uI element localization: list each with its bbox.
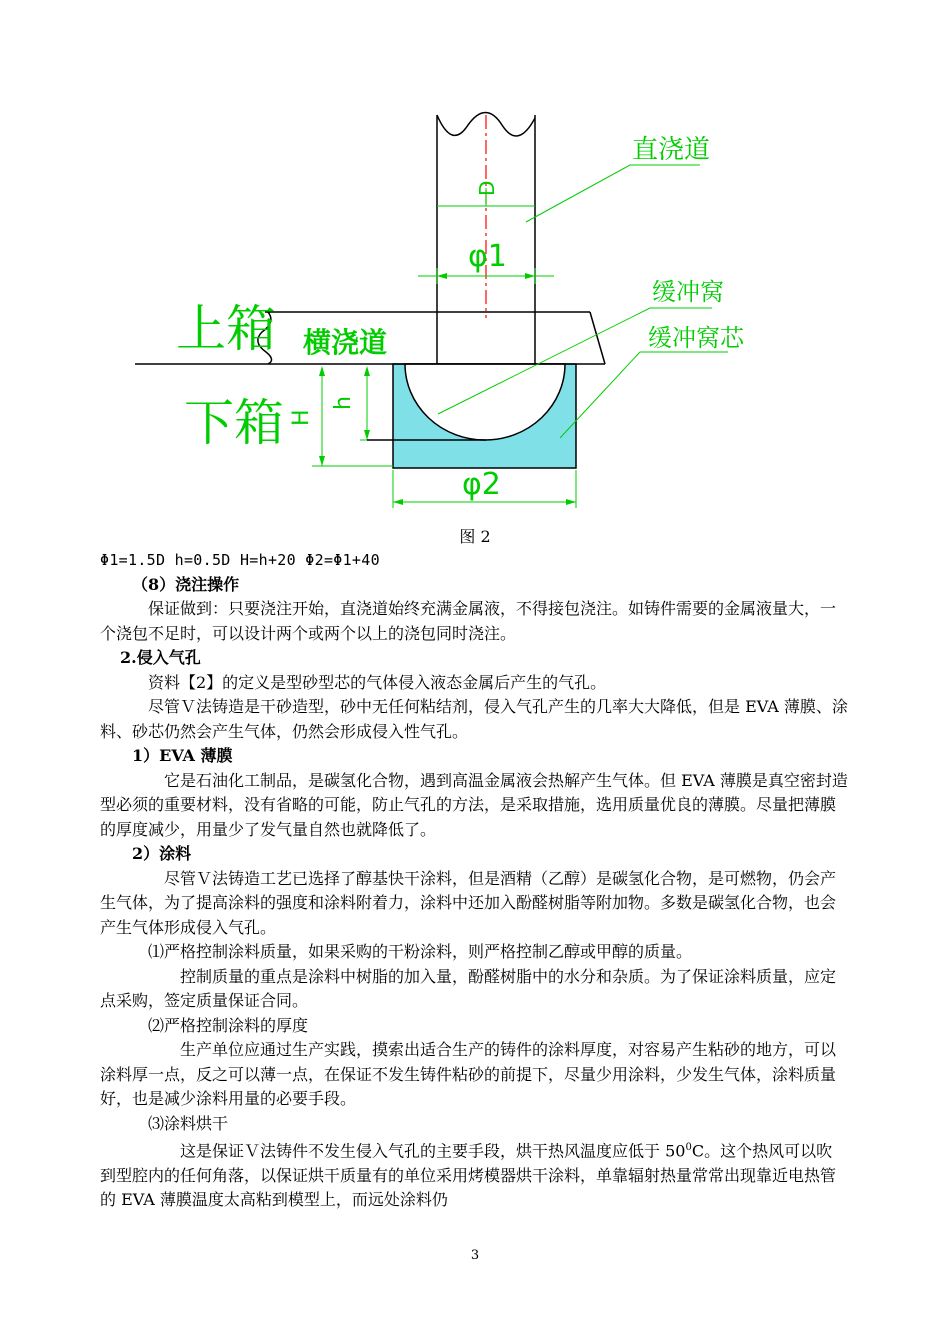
sub-1-paragraph: 它是石油化工制品，是碳氢化合物，遇到高温金属液会热解产生气体。但 EVA 薄膜是真空密封造型必须的重要材料，没有省略的可能，防止气孔的方法，是采取措施，选用质量优良的薄膜。尽量把薄膜的厚度减少，用量少了发气量自然也就降低了。 <box>100 770 848 839</box>
sub-1-heading: 1）EVA 薄膜 <box>132 746 233 765</box>
formula-line: Φ1=1.5D h=0.5D H=h+20 Φ2=Φ1+40 <box>100 551 380 569</box>
dim-phi2-arrow-r <box>566 499 576 505</box>
label-sprue: 直浇道 <box>632 135 711 165</box>
sub-2-item-2: ⑵严格控制涂料的厚度 <box>148 1015 309 1035</box>
label-upper-box: 上箱 <box>176 300 276 358</box>
label-dim-phi2: φ2 <box>462 467 501 502</box>
figure-caption: 图 2 <box>459 527 491 546</box>
label-dim-H: H <box>289 409 314 426</box>
dim-H-arrow-top <box>319 366 325 376</box>
label-dim-phi1: φ1 <box>468 239 507 274</box>
page-number: 3 <box>470 1248 480 1263</box>
label-lower-box: 下箱 <box>184 394 284 452</box>
label-dim-d: D <box>475 180 499 196</box>
dim-H-line <box>312 368 393 466</box>
sub-2-item-1: ⑴严格控制涂料质量，如果采购的干粉涂料，则严格控制乙醇或甲醇的质量。 <box>148 942 693 961</box>
leader-buffer-core <box>560 352 728 438</box>
sub-2-item-2-paragraph: 生产单位应通过生产实践，摸索出适合生产的铸件的涂料厚度，对容易产生粘砂的地方，可以涂料厚一点，反之可以薄一点，在保证不发生铸件粘砂的前提下，尽量少用涂料，少发生气体，涂料质量好，也是减少涂料用量的必要手段。 <box>100 1040 837 1108</box>
sub-2-paragraph: 尽管Ｖ法铸造工艺已选择了醇基快干涂料，但是酒精（乙醇）是碳氢化合物，是可燃物，仍会产生气体，为了提高涂料的强度和涂料附着力，涂料中还加入酚醛树脂等附加物。多数是碳氢化合物，也会产生气体形成侵入气孔。 <box>100 868 837 937</box>
leader-sprue <box>526 165 700 222</box>
section-2-paragraph-1: 资料【2】的定义是型砂型芯的气体侵入液态金属后产生的气孔。 <box>148 672 607 692</box>
sub-2-heading: 2）涂料 <box>132 844 192 863</box>
label-buffer-core: 缓冲窝芯 <box>648 324 744 352</box>
label-buffer: 缓冲窝 <box>652 278 724 306</box>
runner-end-slant <box>590 312 605 364</box>
item-3-text-b: C。这个热风可以吹到型腔内的任何角落，以保证烘干质量有的单位采用烤模器烘干涂料，单靠辐射热量常常出现靠近电热管的 EVA 薄膜温度太高粘到模型上，而远处涂料仍 <box>100 1141 837 1210</box>
dim-h-arrow-bot <box>364 430 370 440</box>
section-2-paragraph-2: 尽管Ｖ法铸造是干砂造型，砂中无任何粘结剂，侵入气孔产生的几率大大降低，但是 EVA 薄膜、涂料、砂芯仍然会产生气体，仍然会形成侵入性气孔。 <box>100 697 848 741</box>
section-2-heading: 2.侵入气孔 <box>120 648 201 667</box>
figure-2-gating-diagram <box>0 0 950 520</box>
label-runner: 横浇道 <box>303 326 388 359</box>
dim-phi1-arrow-l <box>437 273 447 279</box>
dim-phi1-arrow-r <box>525 273 535 279</box>
section-8-paragraph: 保证做到：只要浇注开始，直浇道始终充满金属液，不得接包浇注。如铸件需要的金属液量大，一个浇包不足时，可以设计两个或两个以上的浇包同时浇注。 <box>100 599 837 643</box>
item-3-degree: 0 <box>685 1142 692 1153</box>
dim-H-arrow-bot <box>319 456 325 466</box>
sub-2-item-1-paragraph: 控制质量的重点是涂料中树脂的加入量，酚醛树脂中的水分和杂质。为了保证涂料质量，应定点采购，签定质量保证合同。 <box>100 966 837 1010</box>
dim-phi2-arrow-l <box>393 499 403 505</box>
sub-2-item-3-paragraph <box>100 1136 848 1213</box>
dim-h-arrow-top <box>364 366 370 376</box>
section-8-heading: （8）浇注操作 <box>132 574 240 594</box>
label-dim-h: h <box>331 396 356 410</box>
sub-2-item-3: ⑶涂料烘干 <box>148 1113 229 1133</box>
item-3-text-a: 这是保证Ｖ法铸件不发生侵入气孔的主要手段，烘干热风温度应低于 50 <box>180 1141 686 1161</box>
body-text <box>100 548 848 1213</box>
